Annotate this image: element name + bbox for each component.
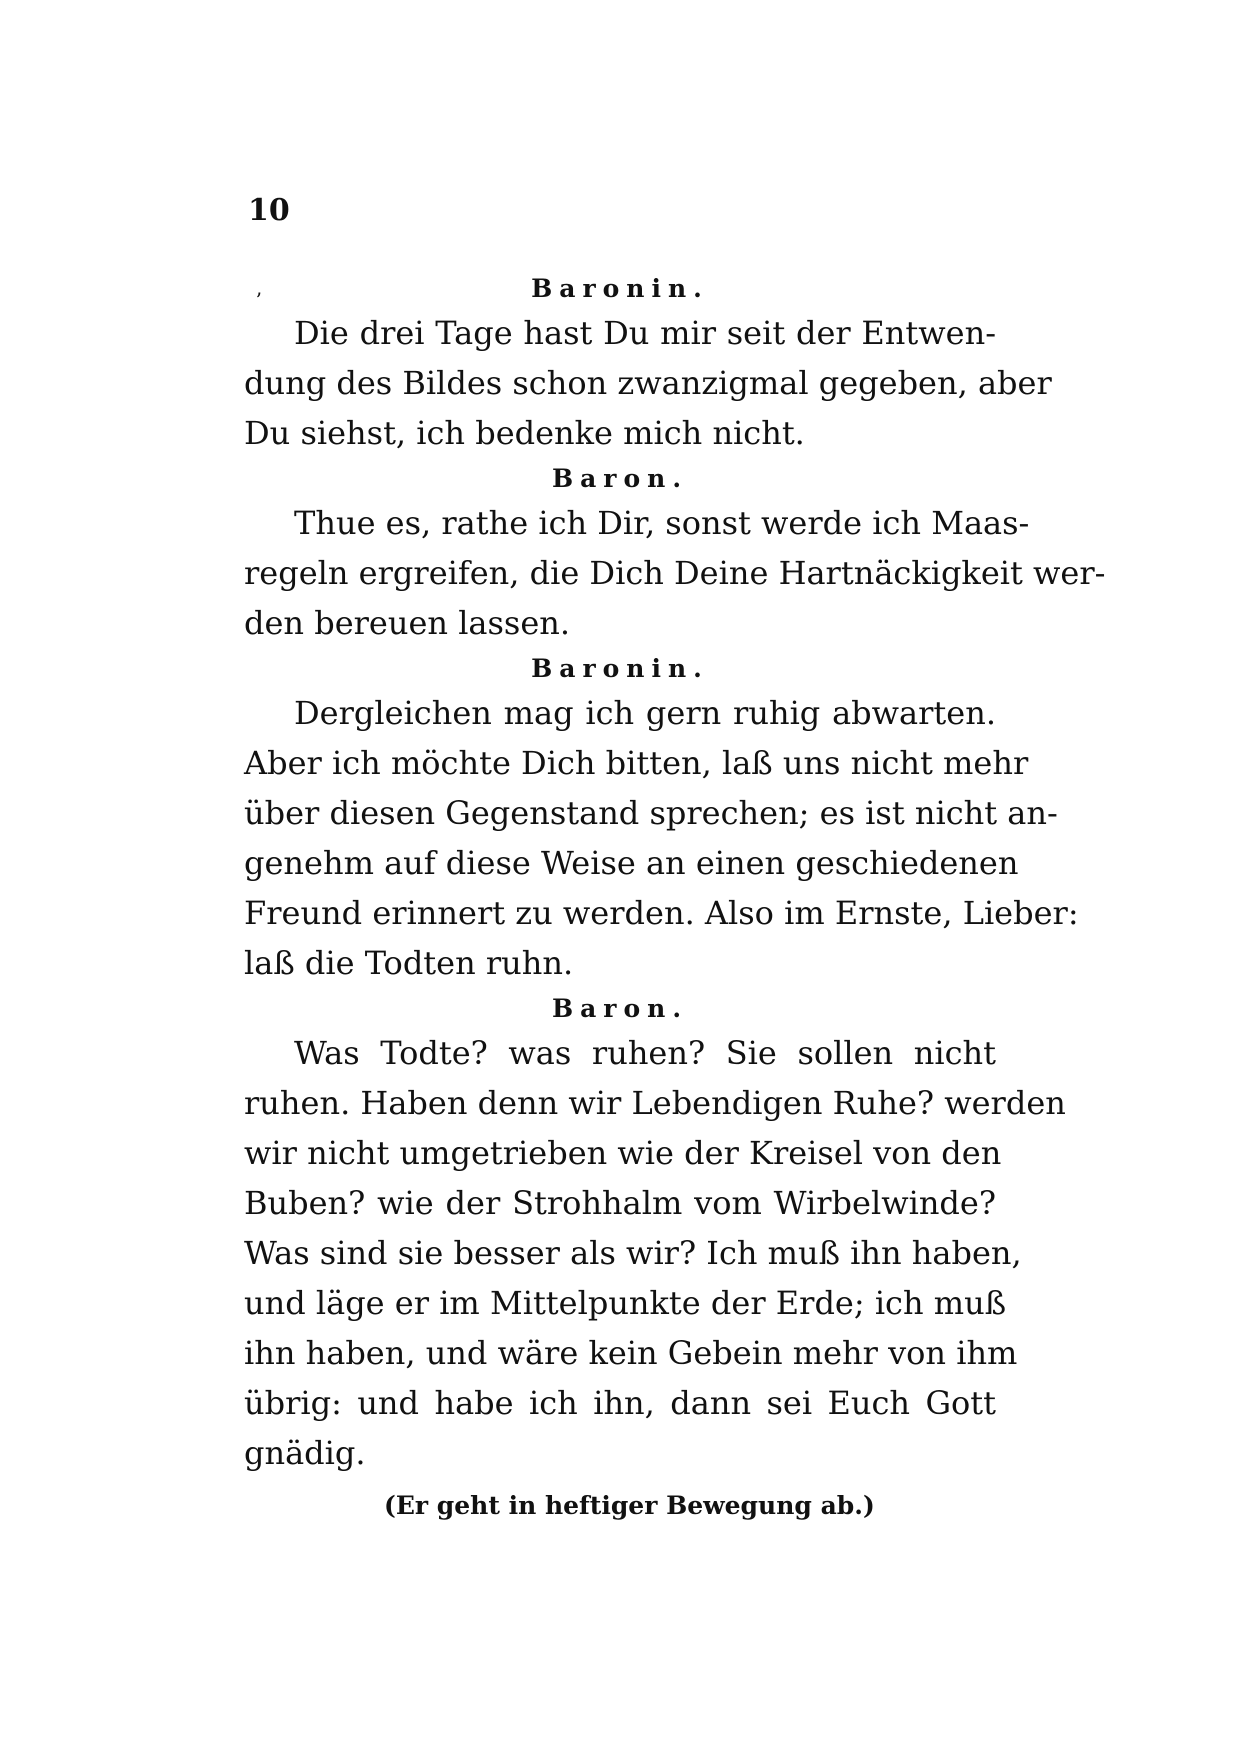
text-line: genehm auf diese Weise an einen geschiedenen: [244, 844, 1019, 882]
dialogue-text: [244, 268, 1106, 1526]
stage-direction: (Er geht in heftiger Bewegung ab.): [384, 1491, 875, 1520]
text-line: übrig: und habe ich ihn, dann sei Euch Gott: [244, 1384, 996, 1422]
speech-paragraph: [244, 498, 1106, 648]
text-line: gnädig.: [244, 1434, 366, 1472]
speaker-heading: Baron.: [551, 464, 689, 493]
page-number: 10: [248, 193, 290, 228]
speaker-heading: Baron.: [551, 994, 689, 1023]
margin-mark: ʼ: [255, 288, 262, 312]
text-line: regeln ergreifen, die Dich Deine Hartnäckigkeit wer-: [244, 554, 1106, 592]
text-line: Buben? wie der Strohhalm vom Wirbelwinde?: [244, 1184, 996, 1222]
text-line: über diesen Gegenstand sprechen; es ist nicht an-: [244, 794, 1058, 832]
text-line: und läge er im Mittelpunkte der Erde; ich muß: [244, 1284, 1007, 1322]
text-line: Die drei Tage hast Du mir seit der Entwen-: [294, 314, 996, 352]
speech-paragraph: [244, 308, 1052, 458]
text-line: Freund erinnert zu werden. Also im Ernste, Lieber:: [244, 894, 1079, 932]
text-line: Thue es, rathe ich Dir, sonst werde ich Maas-: [294, 504, 1030, 542]
text-line: Du siehst, ich bedenke mich nicht.: [244, 414, 805, 452]
text-line: laß die Todten ruhn.: [244, 944, 574, 982]
text-line: dung des Bildes schon zwanzigmal gegeben, aber: [244, 364, 1052, 402]
text-line: Was Todte? was ruhen? Sie sollen nicht: [294, 1034, 996, 1072]
speaker-heading: Baronin.: [531, 274, 709, 303]
text-line: ihn haben, und wäre kein Gebein mehr von ihm: [244, 1334, 1018, 1372]
text-line: den bereuen lassen.: [244, 604, 571, 642]
speaker-heading: Baronin.: [531, 654, 709, 683]
text-line: ruhen. Haben denn wir Lebendigen Ruhe? werden: [244, 1084, 1066, 1122]
text-line: Dergleichen mag ich gern ruhig abwarten.: [294, 694, 996, 732]
text-line: Was sind sie besser als wir? Ich muß ihn haben,: [244, 1234, 1022, 1272]
text-line: Aber ich möchte Dich bitten, laß uns nicht mehr: [244, 744, 1029, 782]
speech-paragraph: [244, 688, 1079, 988]
text-line: wir nicht umgetrieben wie der Kreisel von den: [244, 1134, 1002, 1172]
speech-paragraph: [244, 1028, 1066, 1478]
